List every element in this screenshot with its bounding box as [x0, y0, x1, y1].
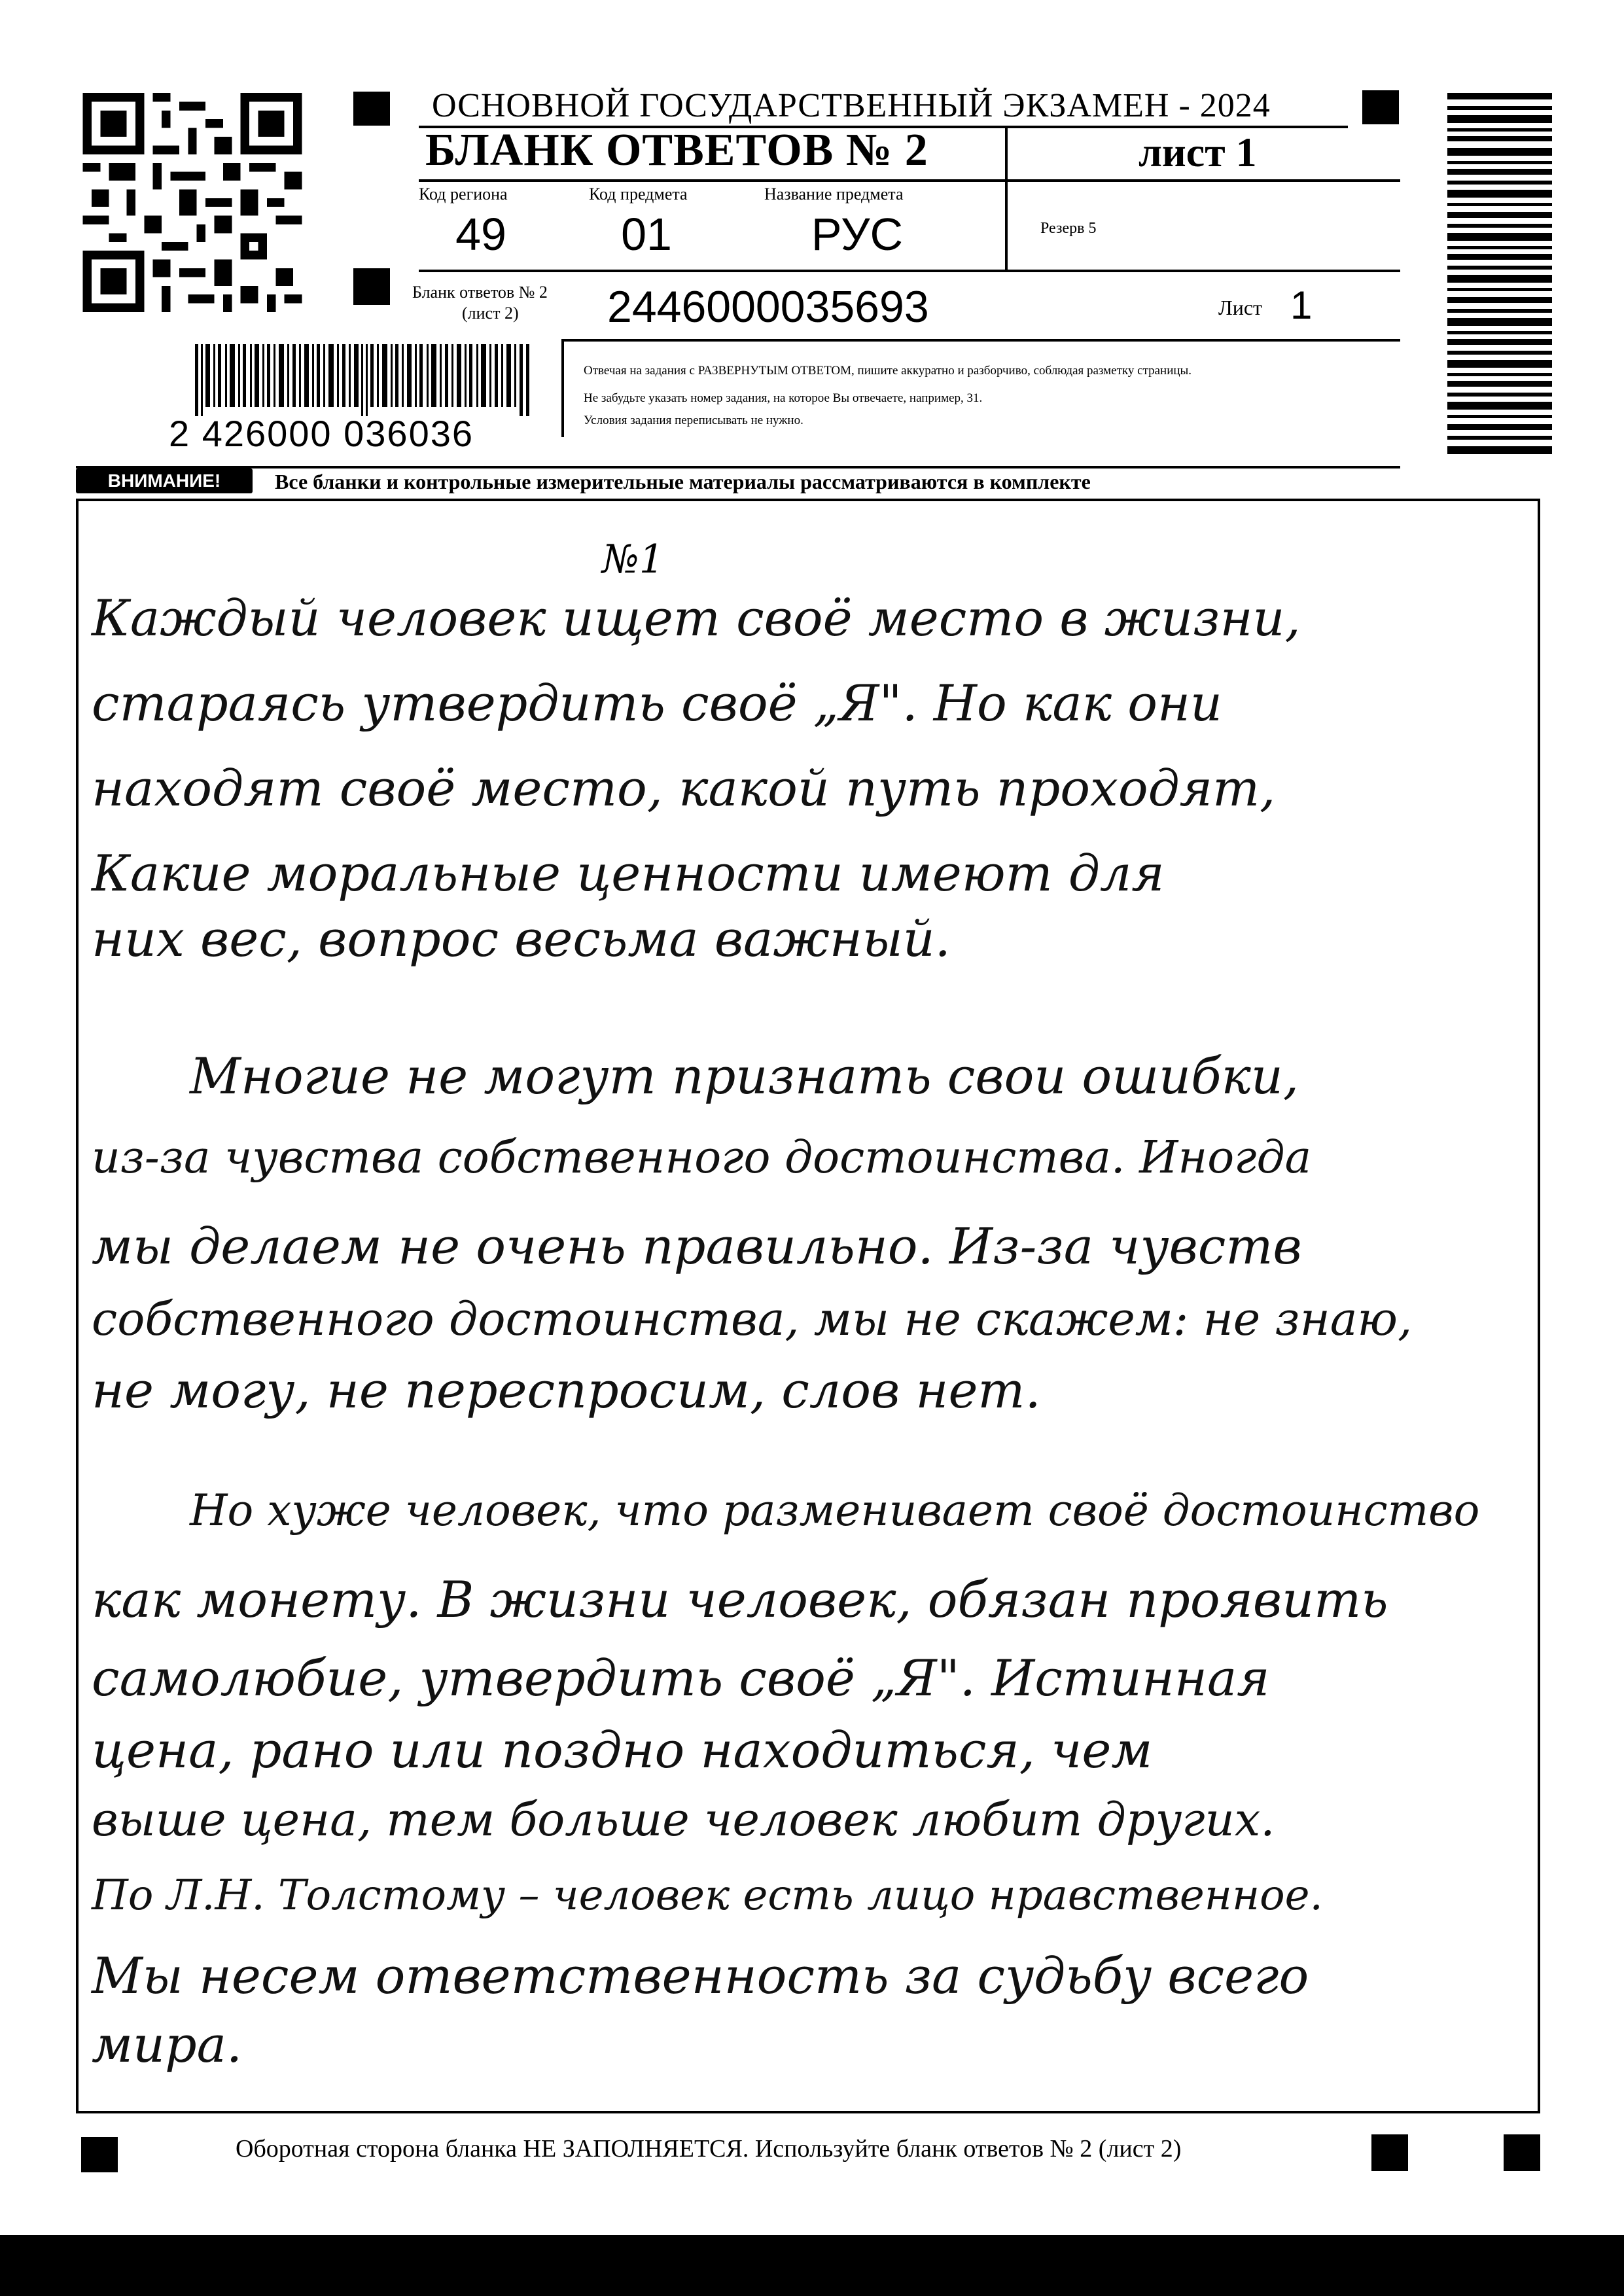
handwritten-line: мира. — [92, 2015, 243, 2074]
registration-marker — [1504, 2134, 1540, 2171]
registration-marker — [1362, 90, 1399, 124]
blank-title: БЛАНК ОТВЕТОВ № 2 — [425, 125, 928, 175]
qr-code — [77, 93, 308, 312]
divider — [419, 179, 1400, 182]
handwritten-line: цена, рано или поздно находиться, чем — [92, 1721, 1153, 1779]
handwritten-line: По Л.Н. Толстому – человек есть лицо нравственное. — [92, 1871, 1323, 1920]
barcode-number: 2 426000 036036 — [169, 413, 474, 454]
instruction-line: Условия задания переписывать не нужно. — [584, 414, 803, 427]
registration-marker — [1371, 2134, 1408, 2171]
handwritten-line: выше цена, тем больше человек любит других. — [92, 1793, 1275, 1846]
attention-badge: ВНИМАНИЕ! — [76, 468, 253, 493]
reserve-label: Резерв 5 — [1040, 220, 1097, 237]
vertical-barcode — [1447, 93, 1552, 456]
scan-bottom-bar — [0, 2235, 1624, 2296]
blank-ref-label: Бланк ответов № 2 — [412, 283, 548, 302]
region-value: 49 — [455, 209, 506, 260]
blank-number: 2446000035693 — [607, 282, 929, 332]
registration-marker — [353, 92, 390, 126]
instruction-line: Не забудьте указать номер задания, на которое Вы отвечаете, например, 31. — [584, 391, 983, 405]
handwritten-line: Многие не могут признать свои ошибки, — [190, 1047, 1299, 1105]
divider — [561, 339, 564, 437]
footer-note: Оборотная сторона бланка НЕ ЗАПОЛНЯЕТСЯ. Используйте бланк ответов № 2 (лист 2) — [236, 2135, 1182, 2163]
region-label: Код региона — [419, 185, 508, 203]
handwritten-line: из-за чувства собственного достоинства. Иногда — [92, 1132, 1312, 1184]
blank-ref-sublabel: (лист 2) — [462, 304, 519, 323]
list-label: Лист — [1218, 296, 1263, 319]
horizontal-barcode — [195, 344, 532, 416]
handwritten-line: самолюбие, утвердить своё „Я". Истинная — [92, 1649, 1270, 1707]
handwritten-line: не могу, не переспросим, слов нет. — [92, 1361, 1041, 1419]
handwritten-line: находят своё место, какой путь проходят, — [92, 759, 1276, 817]
sheet-title: лист 1 — [1139, 129, 1257, 175]
handwritten-line: Мы несем ответственность за судьбу всего — [92, 1947, 1309, 2005]
subject-code-value: 01 — [621, 209, 672, 260]
handwritten-line: Каждый человек ищет своё место в жизни, — [92, 589, 1301, 647]
registration-marker — [353, 268, 390, 305]
divider — [76, 466, 1400, 468]
handwritten-line: мы делаем не очень правильно. Из-за чувств — [92, 1217, 1302, 1275]
task-number: №1 — [602, 537, 664, 582]
handwritten-line: них вес, вопрос весьма важный. — [92, 910, 951, 968]
divider — [419, 270, 1400, 272]
handwritten-line: Но хуже человек, что разменивает своё достоинство — [190, 1485, 1480, 1536]
handwritten-line: Какие моральные ценности имеют для — [92, 844, 1165, 902]
handwritten-line: как монету. В жизни человек, обязан проявить — [92, 1570, 1388, 1629]
attention-text: Все бланки и контрольные измерительные материалы рассматриваются в комплекте — [275, 470, 1091, 493]
subject-code-label: Код предмета — [589, 185, 688, 203]
instruction-line: Отвечая на задания с РАЗВЕРНУТЫМ ОТВЕТОМ, пишите аккуратно и разборчиво, соблюдая разметку страницы. — [584, 364, 1192, 378]
handwritten-line: стараясь утвердить своё „Я". Но как они — [92, 674, 1222, 732]
subject-name-label: Название предмета — [764, 185, 904, 203]
divider — [1005, 126, 1008, 271]
exam-title: ОСНОВНОЙ ГОСУДАРСТВЕННЫЙ ЭКЗАМЕН - 2024 — [432, 87, 1271, 124]
list-number: 1 — [1290, 283, 1313, 327]
divider — [563, 339, 1400, 342]
registration-marker — [81, 2137, 118, 2172]
subject-name-value: РУС — [811, 209, 904, 260]
handwritten-line: собственного достоинства, мы не скажем: не знаю, — [92, 1292, 1413, 1346]
